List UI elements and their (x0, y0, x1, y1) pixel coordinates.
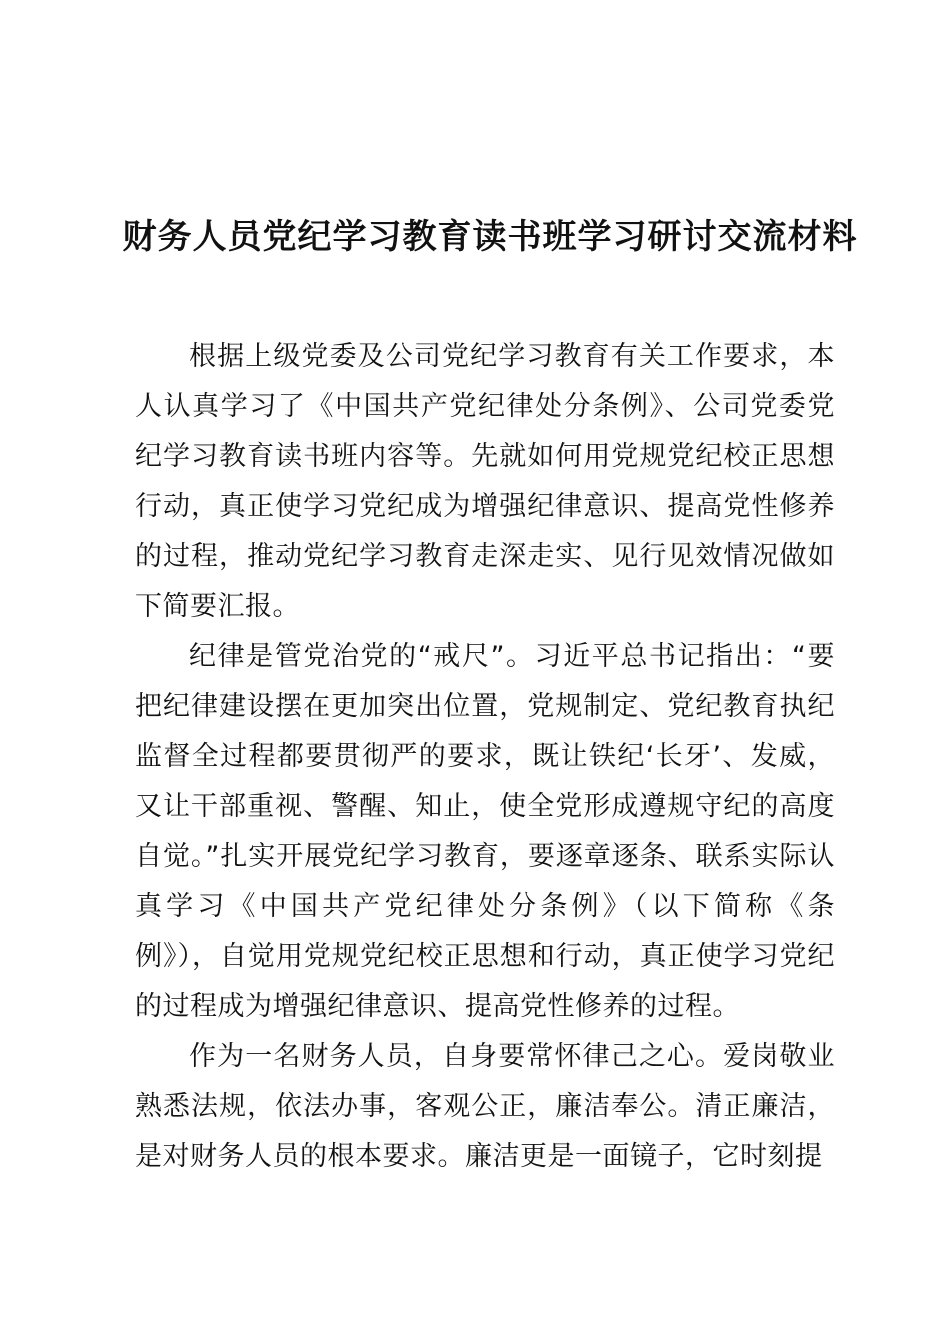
paragraph: 作为一名财务人员，自身要常怀律己之心。爱岗敬业熟悉法规，依法办事，客观公正，廉洁奉公。清正廉洁，是对财务人员的根本要求。廉洁更是一面镜子，它时刻提 (135, 1041, 835, 1172)
paragraph: 根据上级党委及公司党纪学习教育有关工作要求，本人认真学习了《中国共产党纪律处分条例》、公司党委党纪学习教育读书班内容等。先就如何用党规党纪校正思想行动，真正使学习党纪成为增强纪律意识、提高党性修养的过程，推动党纪学习教育走深走实、见行见效情况做如下简要汇报。 (135, 341, 835, 622)
document-body (135, 332, 835, 1182)
paragraph: 纪律是管党治党的“戒尺”。习近平总书记指出：“要把纪律建设摆在更加突出位置，党规制定、党纪教育执纪监督全过程都要贯彻严的要求，既让铁纪‘长牙’、发威，又让干部重视、警醒、知止，使全党形成遵规守纪的高度自觉。”扎实开展党纪学习教育，要逐章逐条、联系实际认真学习《中国共产党纪律处分条例》（以下简称《条例》），自觉用党规党纪校正思想和行动，真正使学习党纪的过程成为增强纪律意识、提高党性修养的过程。 (135, 641, 835, 1022)
document-title: 财务人员党纪学习教育读书班学习研讨交流材料 (122, 217, 858, 257)
